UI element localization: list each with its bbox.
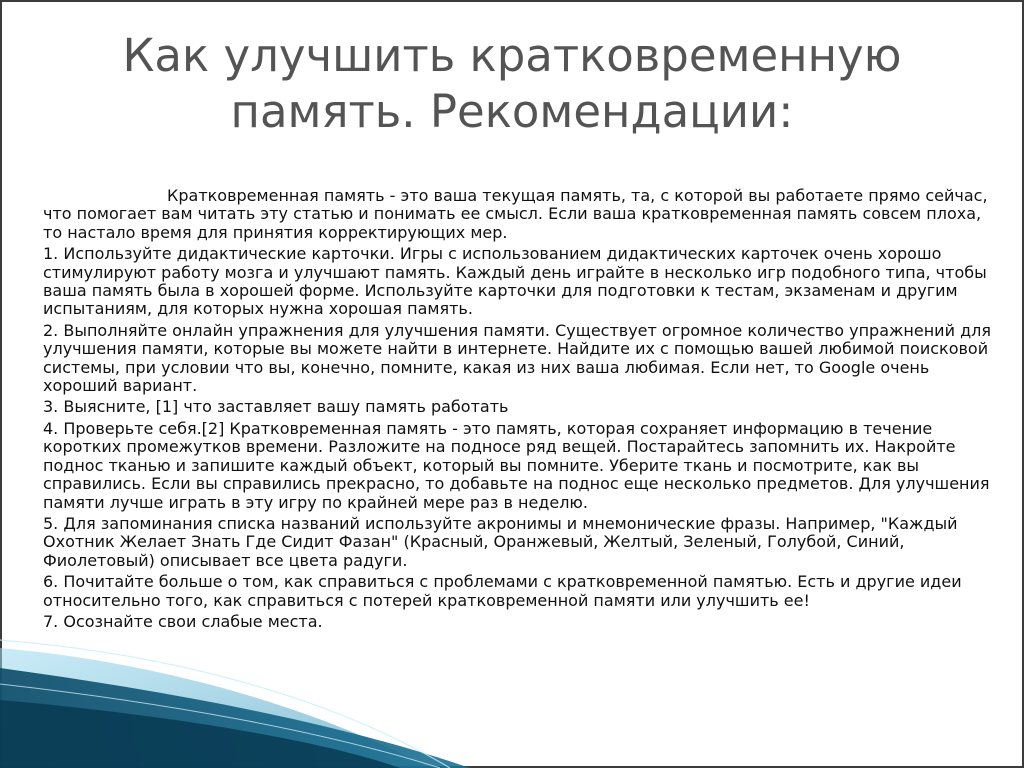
tip-5: 5. Для запоминания списка названий используйте акронимы и мнемонические фразы. Например, "Каждый Охотник Желает Знать Где Сидит Фазан" (Красный, Оранжевый, Желтый, Зеленый, Голубой, Синий, Фиолетовый) описывает все цвета радуги.: [43, 513, 958, 570]
slide-body: [43, 187, 993, 634]
tip-7: 7. Осознайте свои слабые места.: [43, 611, 323, 631]
slide-title: [40, 28, 984, 140]
tip-1: 1. Используйте дидактические карточки. Игры с использованием дидактических карточек очень хорошо стимулируют работу мозга и улучшают память. Каждый день играйте в несколько игр подобного типа, чтобы ваша память была в хорошей форме. Используйте карточки для подготовки к тестам, экзаменам и другим испытаниям, для которых нужна хорошая память.: [43, 244, 987, 319]
tip-4: 4. Проверьте себя.[2] Кратковременная память - это память, которая сохраняет информацию в течение коротких промежутков времени. Разложите на подносе ряд вещей. Постарайтесь запомнить их. Накройте поднос тканью и запишите каждый объект, который вы помните. Уберите ткань и посмотрите, как вы справились. Если вы справились прекрасно, то добавьте на поднос еще несколько предметов. Для улучшения памяти лучше играть в эту игру по крайней мере раз в неделю.: [43, 418, 990, 512]
tip-3: 3. Выясните, [1] что заставляет вашу память работать: [43, 397, 509, 417]
tip-2: 2. Выполняйте онлайн упражнения для улучшения памяти. Существует огромное количество упражнений для улучшения памяти, которые вы можете найти в интернете. Найдите их с помощью вашей любимой поисковой системы, при условии что вы, конечно, помните, какая из них ваша любимая. Если нет, то Google очень хороший вариант.: [43, 320, 991, 396]
title-line-1: Как улучшить кратковременную: [122, 29, 902, 82]
intro-paragraph: Кратковременная память - это ваша текущая память, та, с которой вы работаете прямо сейчас, что помогает вам читать эту статью и понимать ее смысл. Если ваша кратковременная память совсем плоха, то настало время для принятия корректирующих мер.: [43, 186, 988, 242]
tip-6: 6. Почитайте больше о том, как справиться с проблемами с кратковременной памятью. Есть и другие идеи относительно того, как справиться с потерей кратковременной памяти или улучшить ее!: [43, 572, 962, 610]
title-line-2: память. Рекомендации:: [230, 85, 794, 138]
